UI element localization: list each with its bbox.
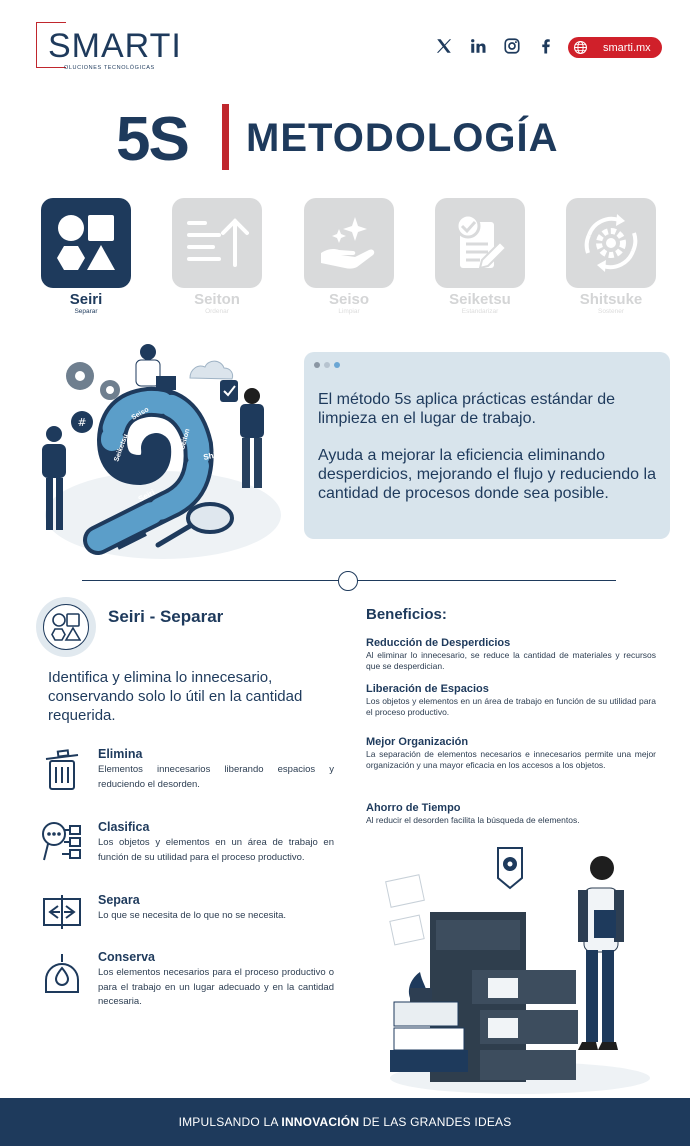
- footer-bar: [0, 1098, 690, 1146]
- tab-seiton[interactable]: [172, 198, 262, 320]
- tab-sublabel: Sostener: [597, 308, 625, 315]
- benefit-item: [366, 682, 656, 718]
- benefit-item: [366, 636, 656, 672]
- spiral-label-seiketsu: Seiketsu: [113, 433, 130, 463]
- facebook-icon[interactable]: [536, 36, 556, 56]
- seiri-badge: [36, 597, 96, 657]
- tab-sublabel: Limpiar: [338, 308, 360, 315]
- footer-text-post: DE LAS GRANDES IDEAS: [359, 1115, 512, 1129]
- window-dots: [314, 362, 340, 368]
- spiral-label-seiton: Seiton: [179, 428, 192, 451]
- sort-icon: [185, 213, 249, 273]
- benefit-item: [366, 801, 656, 826]
- benefit-title: Reducción de Desperdicios: [366, 637, 511, 649]
- benefit-title: Ahorro de Tiempo: [366, 802, 461, 814]
- tab-label: Seiketsu: [449, 291, 511, 308]
- seiri-title: Seiri - Separar: [108, 607, 224, 626]
- spiral-label-seiso: Seiso: [130, 406, 151, 422]
- action-description: Los elementos necesarios para el proceso productivo o para el trabajo en un lugar adecuado y en la cantidad necesaria.: [98, 967, 334, 1007]
- benefit-title: Mejor Organización: [366, 736, 469, 748]
- tab-label: Seiri: [69, 291, 103, 308]
- trash-icon: [40, 747, 84, 793]
- benefit-description: Los objetos y elementos en un área de trabajo en función de su utilidad para el proceso productivo.: [366, 696, 656, 717]
- action-title: Conserva: [98, 950, 155, 964]
- archive-illustration: [380, 838, 660, 1096]
- tab-sublabel: Ordenar: [205, 308, 229, 315]
- divider-circle: [338, 571, 358, 591]
- seiri-description: Identifica y elimina lo innecesario, conservando solo lo útil en la cantidad requerida.: [48, 669, 303, 724]
- linkedin-icon[interactable]: [468, 36, 488, 56]
- logo-tagline: OLUCIONES TECNOLÓGICAS: [64, 65, 155, 71]
- footer-text-pre: IMPULSANDO LA: [178, 1115, 282, 1129]
- separate-arrows-icon: [40, 893, 84, 939]
- tab-sublabel: Estandarizar: [461, 308, 499, 315]
- footer-text-bold: INNOVACIÓN: [281, 1115, 360, 1129]
- globe-icon: [573, 40, 588, 55]
- benefit-title: Liberación de Espacios: [366, 683, 489, 695]
- shapes-icon: [55, 212, 117, 274]
- benefit-description: Al reducir el desorden facilita la búsqueda de elementos.: [366, 815, 580, 825]
- action-title: Separa: [98, 893, 140, 907]
- tab-seiso[interactable]: [304, 198, 394, 320]
- social-links: [434, 36, 556, 56]
- smarti-logo[interactable]: [36, 22, 182, 72]
- 5s-spiral-illustration: [28, 340, 298, 565]
- svg-text:#: #: [77, 416, 87, 429]
- website-label: smarti.mx: [603, 41, 651, 54]
- tab-shitsuke[interactable]: [566, 198, 656, 320]
- shapes-outline-icon: [51, 612, 81, 642]
- intro-card: [304, 352, 670, 539]
- magnifier-list-icon: [40, 820, 84, 866]
- spiral-label-seiri: Seiri: [136, 487, 157, 504]
- action-description: Lo que se necesita de lo que no se necesita.: [98, 910, 287, 921]
- title-5s: 5S: [116, 105, 188, 174]
- action-title: Clasifica: [98, 820, 150, 834]
- benefit-description: La separación de elementos necesarios e innecesarios permite una mejor organización y una mayor eficacia en los accesos a los objetos.: [366, 749, 656, 770]
- intro-paragraph-2: Ayuda a mejorar la eficiencia eliminando desperdicios, mejorando el flujo y reduciendo la cantidad de procesos donde sea posible.: [318, 447, 656, 502]
- checklist-icon: [450, 212, 510, 274]
- intro-paragraph-1: El método 5s aplica prácticas estándar de limpieza en el lugar de trabajo.: [318, 391, 616, 427]
- page-title: METODOLOGÍA: [246, 116, 559, 160]
- tab-label: Shitsuke: [579, 291, 643, 308]
- benefit-item: [366, 735, 656, 771]
- tab-seiri[interactable]: [41, 198, 131, 320]
- action-description: Elementos innecesarios liberando espacios y reduciendo el desorden.: [98, 764, 334, 790]
- tab-sublabel: Separar: [74, 308, 98, 315]
- benefits-title: Beneficios:: [366, 606, 447, 623]
- x-icon[interactable]: [434, 36, 454, 56]
- logo-text: SMARTI: [48, 27, 182, 65]
- website-link[interactable]: [568, 37, 662, 58]
- tab-seiketsu[interactable]: [435, 198, 525, 320]
- title-divider: [222, 104, 229, 170]
- sparkle-hand-icon: [317, 213, 381, 273]
- instagram-icon[interactable]: [502, 36, 522, 56]
- benefit-description: Al eliminar lo innecesario, se reduce la cantidad de materiales y recursos que se desperdician.: [366, 650, 656, 671]
- action-title: Elimina: [98, 747, 143, 761]
- action-description: Los objetos y elementos en un área de trabajo en función de su utilidad para el proceso productivo.: [98, 837, 334, 863]
- gear-cycle-icon: [579, 211, 643, 275]
- tab-label: Seiso: [328, 291, 370, 308]
- tab-label: Seiton: [194, 291, 240, 308]
- drop-hand-icon: [40, 950, 84, 996]
- spiral-label-shitsuke: Shitsuke: [202, 446, 238, 462]
